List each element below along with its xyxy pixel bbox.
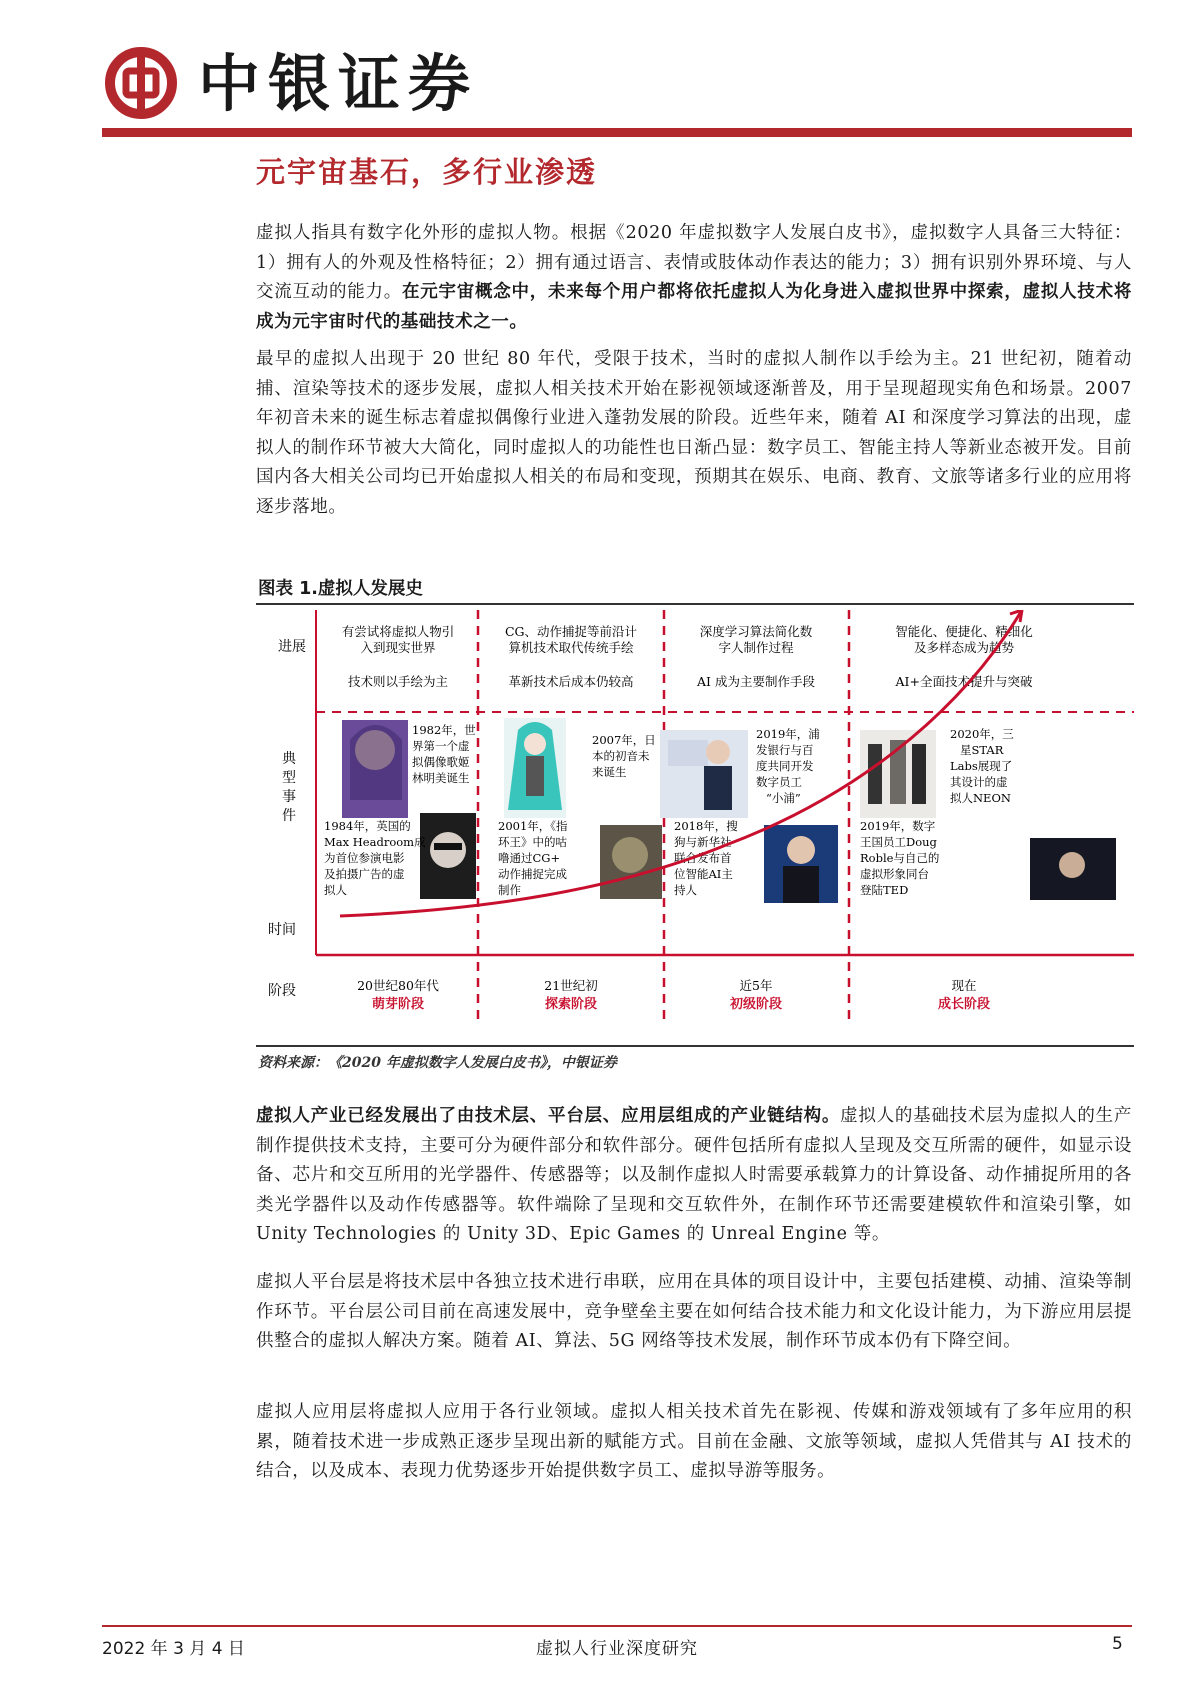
event-4-bottom-l4: 虚拟形象同台: [860, 867, 929, 881]
event-2-top-l2: 本的初音未: [592, 749, 650, 763]
paragraph-intro-emphasis: 在元宇宙概念中，未来每个用户都将依托虚拟人为化身进入虚拟世界中探索，虚拟人技术将成为元宇宙时代的基础技术之一。: [256, 282, 1132, 332]
section-title: 元宇宙基石，多行业渗透: [256, 155, 598, 189]
time-label-2: 21世纪初: [544, 978, 598, 993]
paragraph-platform-layer: 虚拟人平台层是将技术层中各独立技术进行串联，应用在具体的项目设计中，主要包括建模、动捕、渲染等制作环节。平台层公司目前在高速发展中，竞争壁垒主要在如何结合技术能力和文化设计能力，为下游应用层提供整合的虚拟人解决方案。随着 AI、算法、5G 网络等技术发展，制作环节成本仍有下降空间。: [256, 1272, 1132, 1351]
figure-bottom-rule: [256, 1045, 1134, 1047]
progress-text-1b: 入到现实世界: [360, 640, 436, 655]
header-divider: [102, 128, 1132, 137]
progress-text-3a: 深度学习算法简化数: [699, 624, 813, 639]
figure-title: 图表 1.虚拟人发展史: [258, 579, 423, 599]
event-3-bottom-l3: 联合发布首: [674, 851, 732, 865]
brand-name: 中银证券: [198, 47, 479, 120]
progress-text-3c: AI 成为主要制作手段: [697, 674, 815, 689]
bank-of-china-logo-icon: [104, 46, 178, 120]
row-label-events-1: 典: [282, 751, 296, 767]
paragraph-industry-chain-text: 虚拟人的基础技术层为虚拟人的生产制作提供技术支持，主要可分为硬件部分和软件部分。硬件包括所有虚拟人呈现及交互所需的硬件，如显示设备、芯片和交互所用的光学器件、传感器等；以及制作虚拟人时需要承载算力的计算设备、动作捕捉所用的各类光学器件以及动作传感器等。软件端除了呈现和交互软件外，在制作环节还需要建模软件和渲染引擎，如 Unity Technologies 的 Unity 3D、Epic Games 的 Unreal Engine 等。: [256, 1106, 1132, 1244]
event-4-top-l2: 星STAR: [960, 743, 1004, 757]
progress-text-4b: 及多样态成为趋势: [913, 640, 1015, 655]
event-3-top-l5: “小浦”: [766, 791, 801, 805]
event-3-bottom-l1: 2018年，搜: [674, 819, 738, 833]
event-2-bottom-l3: 噜通过CG+: [498, 851, 561, 865]
row-label-events-4: 件: [282, 808, 296, 824]
event-4-top-l1: 2020年，三: [950, 727, 1014, 741]
progress-text-2c: 革新技术后成本仍较高: [508, 674, 634, 689]
stage-label-3: 初级阶段: [729, 997, 783, 1012]
event-1-bottom-l5: 拟人: [324, 883, 347, 897]
paragraph-application-layer: 虚拟人应用层将虚拟人应用于各行业领域。虚拟人相关技术首先在影视、传媒和游戏领域有了多年应用的积累，随着技术进一步成熟正逐步呈现出新的赋能方式。目前在金融、文旅等领域，虚拟人凭借其与 AI 技术的结合，以及成本、表现力优势逐步开始提供数字员工、虚拟导游等服务。: [256, 1402, 1132, 1481]
event-2-bottom-l5: 制作: [498, 883, 521, 897]
time-label-1: 20世纪80年代: [357, 978, 439, 993]
event-4-bottom-l5: 登陆TED: [860, 883, 909, 897]
event-1-bottom-l2: Max Headroom成: [324, 835, 426, 849]
progress-text-2a: CG、动作捕捉等前沿计: [504, 624, 638, 639]
event-1-top-l4: 林明美诞生: [412, 771, 470, 785]
footer-divider: [102, 1625, 1132, 1627]
event-3-bottom-l5: 持人: [674, 883, 697, 897]
stage-label-1: 萌芽阶段: [371, 997, 425, 1012]
progress-text-3b: 字人制作过程: [718, 640, 794, 655]
event-2-top-l3: 来诞生: [592, 765, 627, 779]
event-1-bottom-l3: 为首位参演电影: [324, 851, 405, 865]
event-4-bottom-l1: 2019年，数字: [860, 819, 936, 833]
row-label-events-2: 型: [282, 770, 296, 786]
event-4-top-l3: Labs展现了: [950, 759, 1013, 773]
event-2-bottom-l2: 环王》中的咕: [498, 835, 567, 849]
event-2-bottom-l1: 2001年，《指: [498, 819, 568, 833]
progress-text-4a: 智能化、便捷化、精细化: [895, 624, 1033, 639]
row-label-stage: 阶段: [268, 983, 296, 999]
footer-report-title: 虚拟人行业深度研究: [536, 1639, 698, 1659]
row-label-progress: 进展: [278, 639, 306, 655]
event-1-bottom-l4: 及拍摄广告的虚: [324, 867, 405, 881]
figure-top-rule: [256, 603, 1134, 605]
event-3-bottom-l4: 位智能AI主: [674, 867, 733, 881]
timeline-figure: [256, 610, 1134, 1040]
stage-label-4: 成长阶段: [937, 997, 991, 1012]
progress-text-4c: AI+全面技术提升与突破: [895, 674, 1033, 689]
event-2-bottom-l4: 动作捕捉完成: [498, 867, 567, 881]
event-3-top-l4: 数字员工: [756, 775, 802, 789]
event-4-top-l5: 拟人NEON: [950, 791, 1011, 805]
progress-text-2b: 算机技术取代传统手绘: [508, 640, 634, 655]
progress-text-1a: 有尝试将虚拟人物引: [341, 624, 455, 639]
time-label-3: 近5年: [739, 978, 773, 993]
page-number: 5: [1112, 1634, 1123, 1654]
paragraph-intro: [256, 219, 1132, 337]
event-3-top-l2: 发银行与百: [756, 743, 814, 757]
event-1-top-l3: 拟偶像歌姬: [412, 755, 470, 769]
stage-label-2: 探索阶段: [544, 997, 598, 1012]
paragraph-history: 最早的虚拟人出现于 20 世纪 80 年代，受限于技术，当时的虚拟人制作以手绘为主。21 世纪初，随着动捕、渲染等技术的逐步发展，虚拟人相关技术开始在影视领域逐渐普及，用于呈现超现实角色和场景。2007 年初音未来的诞生标志着虚拟偶像行业进入蓬勃发展的阶段。近些年来，随着 AI 和深度学习算法的出现，虚拟人的制作环节被大大简化，同时虚拟人的功能性也日渐凸显：数字员工、智能主持人等新业态被开发。目前国内各大相关公司均已开始虚拟人相关的布局和变现，预期其在娱乐、电商、教育、文旅等诸多行业的应用将逐步落地。: [256, 349, 1132, 517]
event-4-bottom-l3: Roble与自己的: [860, 851, 940, 865]
event-1-bottom-l1: 1984年，英国的: [324, 819, 411, 833]
event-1-top-l2: 界第一个虚: [412, 739, 470, 753]
event-3-top-l1: 2019年，浦: [756, 727, 820, 741]
paragraph-industry-chain: [256, 1102, 1132, 1250]
event-4-bottom-l2: 王国员工Doug: [860, 835, 937, 849]
figure-source: 资料来源：《2020 年虚拟数字人发展白皮书》，中银证券: [258, 1055, 617, 1071]
event-3-bottom-l2: 狗与新华社: [674, 835, 732, 849]
paragraph-industry-chain-emphasis: 虚拟人产业已经发展出了由技术层、平台层、应用层组成的产业链结构。: [256, 1106, 841, 1126]
event-3-top-l3: 度共同开发: [756, 759, 814, 773]
paragraph-intro-text: 虚拟人指具有数字化外形的虚拟人物。根据《2020 年虚拟数字人发展白皮书》，虚拟数字人具备三大特征：1）拥有人的外观及性格特征；2）拥有通过语言、表情或肢体动作表达的能力；3）拥有识别外界环境、与人交流互动的能力。: [256, 223, 1132, 302]
footer-date: 2022 年 3 月 4 日: [102, 1639, 245, 1659]
event-2-top-l1: 2007年，日: [592, 733, 656, 747]
row-label-events-3: 事: [282, 789, 296, 805]
progress-text-1c: 技术则以手绘为主: [347, 674, 449, 689]
row-label-time: 时间: [268, 922, 296, 938]
event-1-top-l1: 1982年，世: [412, 723, 476, 737]
time-label-4: 现在: [951, 978, 977, 993]
event-4-top-l4: 其设计的虚: [950, 775, 1008, 789]
